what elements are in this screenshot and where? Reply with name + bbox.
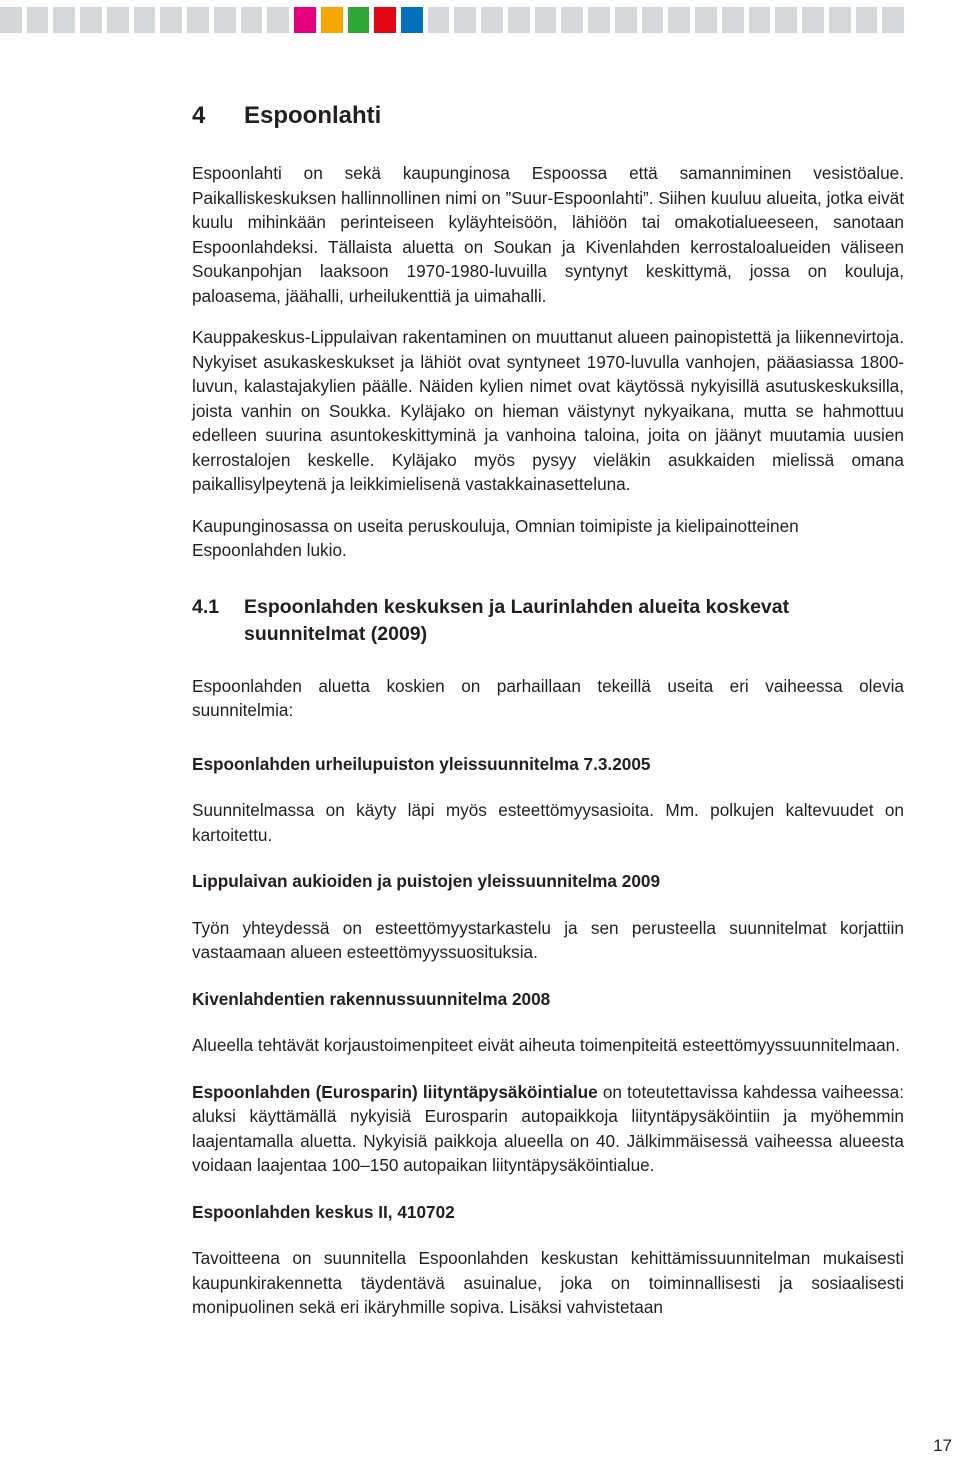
plan-text-sports-park: Suunnitelmassa on käyty läpi myös esteettömyysasioita. Mm. polkujen kaltevuudet on kartoitettu. bbox=[192, 800, 904, 845]
strip-square bbox=[428, 7, 450, 33]
strip-square bbox=[802, 7, 824, 33]
strip-square bbox=[27, 7, 49, 33]
strip-square bbox=[775, 7, 797, 33]
strip-square bbox=[615, 7, 637, 33]
chapter-heading bbox=[192, 98, 904, 134]
plan-text-center: Tavoitteena on suunnitella Espoonlahden keskustan kehittämissuunnitelman mukaisesti kaupunkirakennetta täydentävä asuinalue, joka on toiminnallisesti ja sosiaalisesti monipuolinen sekä eri ikäryhmille sopiva. Lisäksi vahvistetaan bbox=[192, 1248, 904, 1317]
strip-square bbox=[668, 7, 690, 33]
park-and-ride-text: on toteutettavissa kahdessa vaiheessa: aluksi käyttämällä nykyisiä Eurosparin autopaikkoja liityntäpysäköintiin ja myöhemmin laajentamalla aluetta. Nykyisiä paikkoja alueella on 40. Jälkimmäisessä vaiheessa alueesta voidaan laajentaa 100–150 autopaikan liityntäpysäköintialue. bbox=[192, 1081, 905, 1175]
strip-square bbox=[401, 7, 423, 33]
strip-square bbox=[348, 7, 370, 33]
plan-heading-lippulaiva: Lippulaivan aukioiden ja puistojen yleissuunnitelma 2009 bbox=[192, 871, 661, 891]
strip-square bbox=[53, 7, 75, 33]
strip-square bbox=[695, 7, 717, 33]
strip-square bbox=[80, 7, 102, 33]
page-content bbox=[192, 98, 904, 1320]
plan-heading-center: Espoonlahden keskus II, 410702 bbox=[192, 1201, 455, 1222]
strip-square bbox=[294, 7, 316, 33]
color-header-strip bbox=[0, 7, 904, 33]
plan-heading-kivenlahdentie: Kivenlahdentien rakennussuunnitelma 2008 bbox=[192, 988, 551, 1009]
strip-square bbox=[561, 7, 583, 33]
strip-square bbox=[134, 7, 156, 33]
strip-square bbox=[882, 7, 904, 33]
strip-square bbox=[481, 7, 503, 33]
strip-square bbox=[535, 7, 557, 33]
chapter-number: 4 bbox=[192, 102, 206, 129]
section-title: Espoonlahden keskuksen ja Laurinlahden alueita koskevat suunnitelmat (2009) bbox=[244, 595, 790, 645]
section-intro: Espoonlahden aluetta koskien on parhaillaan tekeillä useita eri vaiheessa olevia suunnitelmia: bbox=[192, 675, 904, 720]
section-number: 4.1 bbox=[192, 595, 220, 618]
strip-square bbox=[0, 7, 22, 33]
paragraph-intro: Espoonlahti on sekä kaupunginosa Espoossa että samanniminen vesistöalue. Paikalliskeskuksen hallinnollinen nimi on ”Suur-Espoonlahti”. Siihen kuuluu alueita, jotka eivät kuulu mihinkään perinteiseen kyläyhteisöön, lähiöön tai omakotialueeseen, sanotaan Espoonlahdeksi. Tällaista aluetta on Soukan ja Kivenlahden kerrostaloalueiden väliseen Soukanpohjan laaksoon 1970-1980-luvuilla syntynyt keskittymä, jossa on kouluja, paloasema, jäähalli, urheilukenttiä ja uimahalli. bbox=[192, 163, 904, 306]
strip-square bbox=[214, 7, 236, 33]
plan-text-lippulaiva: Työn yhteydessä on esteettömyystarkastelu ja sen perusteella suunnitelmat korjattiin vastaamaan alueen esteettömyyssuosituksia. bbox=[192, 917, 904, 962]
plan-heading-sports-park: Espoonlahden urheilupuiston yleissuunnitelma 7.3.2005 bbox=[192, 753, 651, 774]
strip-square bbox=[856, 7, 878, 33]
plan-text-kivenlahdentie: Alueella tehtävät korjaustoimenpiteet eivät aiheuta toimenpiteitä esteettömyyssuunnitelmaan. bbox=[192, 1035, 900, 1055]
strip-square bbox=[267, 7, 289, 33]
strip-square bbox=[374, 7, 396, 33]
section-heading bbox=[192, 594, 904, 648]
paragraph-park-and-ride bbox=[192, 1080, 904, 1178]
strip-square bbox=[588, 7, 610, 33]
paragraph-schools: Kaupunginosassa on useita peruskouluja, Omnian toimipiste ja kielipainotteinen Espoonlahden lukio. bbox=[192, 515, 799, 560]
strip-square bbox=[508, 7, 530, 33]
paragraph-history: Kauppakeskus-Lippulaivan rakentaminen on muuttanut alueen painopistettä ja liikennevirtoja. Nykyiset asukaskeskukset ja lähiöt ovat syntyneet 1970-luvulla vanhojen, pääasiassa 1800-luvun, kalastajakylien päälle. Näiden kylien nimet ovat käytössä nykyisillä asutuskeskuksilla, joista vanhin on Soukka. Kyläjako on hieman väistynyt nykyaikana, mutta se hahmottuu edelleen suurina asuntokeskittyminä ja vanhoina taloina, joita on jäänyt muutamia uusien kerrostalojen keskelle. Kyläjako myös pysyy vieläkin asukkaiden mielissä omana paikallisylpeytenä ja leikkimielisenä vastakkainasetteluna. bbox=[192, 327, 904, 494]
strip-square bbox=[321, 7, 343, 33]
strip-square bbox=[749, 7, 771, 33]
strip-square bbox=[722, 7, 744, 33]
strip-square bbox=[107, 7, 129, 33]
strip-square bbox=[160, 7, 182, 33]
strip-square bbox=[829, 7, 851, 33]
strip-square bbox=[642, 7, 664, 33]
chapter-title: Espoonlahti bbox=[244, 102, 382, 129]
strip-square bbox=[241, 7, 263, 33]
strip-square bbox=[454, 7, 476, 33]
strip-square bbox=[187, 7, 209, 33]
park-and-ride-lead: Espoonlahden (Eurosparin) liityntäpysäköintialue bbox=[192, 1081, 598, 1102]
page-number: 17 bbox=[933, 1436, 952, 1455]
